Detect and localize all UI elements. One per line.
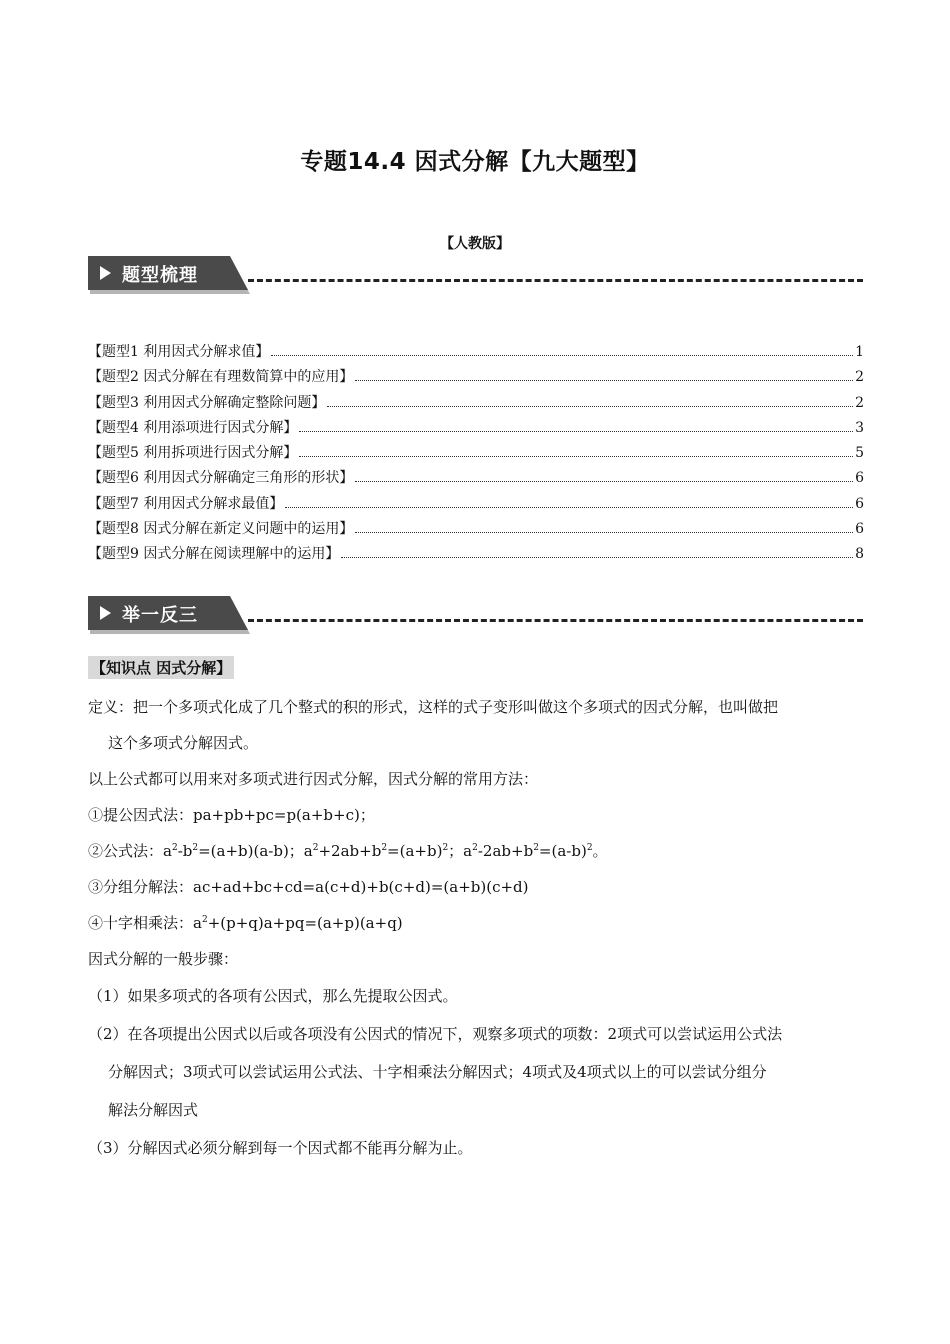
toc-page-number: 1	[855, 344, 864, 360]
toc-row[interactable]	[88, 493, 864, 518]
exponent: 2	[472, 843, 478, 853]
formula-text: =(a+b)	[387, 842, 443, 860]
step-2-line: （2）在各项提出公因式以后或各项没有公因式的情况下，观察多项式的项数：2项式可以尝试运用公式法	[88, 1025, 783, 1043]
toc-leader-dots	[327, 405, 853, 407]
toc-row[interactable]	[88, 366, 864, 391]
play-arrow-icon	[100, 606, 111, 620]
toc-entry-text: 【题型8 因式分解在新定义问题中的运用】	[88, 521, 354, 538]
toc-page-number: 2	[855, 394, 864, 411]
exponent: 2	[586, 843, 593, 853]
exponent: 2	[442, 843, 449, 853]
toc-row[interactable]	[88, 341, 864, 366]
method-formula	[88, 833, 864, 869]
toc-page-number: 6	[855, 470, 864, 487]
toc-page-number: 6	[855, 495, 864, 512]
formula-text: ④十字相乘法：a	[88, 914, 202, 932]
formula-text: 。	[592, 842, 608, 860]
formula-text: =(a-b)	[538, 842, 587, 860]
toc-entry-text: 【题型9 因式分解在阅读理解中的运用】	[88, 546, 340, 563]
toc-row[interactable]	[88, 392, 864, 417]
formula-text: -b	[177, 842, 193, 860]
method-grouping: ③分组分解法：ac+ad+bc+cd=a(c+d)+b(c+d)=(a+b)(c+d)	[88, 878, 529, 896]
exponent: 2	[201, 915, 208, 925]
toc-entry-text: 【题型5 利用拆项进行因式分解】	[88, 445, 298, 462]
formula-text: +2ab+b	[318, 842, 382, 860]
toc-page-number: 5	[855, 445, 864, 462]
step-2-line: 分解因式；3项式可以尝试运用公式法、十字相乘法分解因式；4项式及4项式以上的可以尝试分组分	[108, 1063, 767, 1081]
play-arrow-icon	[100, 266, 111, 280]
exponent: 2	[171, 843, 178, 853]
toc-entry-text: 【题型1 利用因式分解求值】	[88, 344, 270, 360]
toc-page-number: 8	[855, 546, 864, 563]
exponent: 2	[533, 843, 539, 853]
formula-text: ；a	[448, 842, 473, 860]
step-3: （3）分解因式必须分解到每一个因式都不能再分解为止。	[88, 1139, 473, 1157]
toc-row[interactable]	[88, 442, 864, 467]
table-of-contents	[88, 341, 864, 569]
step-2-line: 解法分解因式	[108, 1101, 199, 1119]
exponent: 2	[192, 843, 199, 853]
exponent: 2	[312, 843, 319, 853]
toc-row[interactable]	[88, 543, 864, 568]
toc-leader-dots	[355, 379, 853, 381]
definition-line: 这个多项式分解因式。	[108, 734, 259, 752]
toc-leader-dots	[355, 480, 853, 482]
toc-leader-dots	[341, 556, 853, 558]
method-common-factor: ①提公因式法：pa+pb+pc=p(a+b+c)；	[88, 806, 375, 824]
exponent: 2	[381, 843, 388, 853]
toc-entry-text: 【题型4 利用添项进行因式分解】	[88, 419, 298, 436]
toc-leader-dots	[285, 506, 853, 508]
toc-entry-text: 【题型2 因式分解在有理数简算中的应用】	[88, 369, 354, 386]
edition-label: 【人教版】	[440, 236, 510, 252]
toc-leader-dots	[299, 455, 853, 457]
methods-intro: 以上公式都可以用来对多项式进行因式分解，因式分解的常用方法：	[88, 770, 539, 788]
steps-heading: 因式分解的一般步骤：	[88, 950, 239, 968]
banner-label: 举一反三	[122, 605, 198, 626]
dashed-divider	[248, 279, 863, 282]
toc-leader-dots	[271, 354, 853, 356]
formula-text: +(p+q)a+pq=(a+p)(a+q)	[207, 914, 403, 932]
toc-entry-text: 【题型7 利用因式分解求最值】	[88, 495, 284, 512]
formula-text: ②公式法：a	[88, 842, 172, 860]
method-cross-multiplication	[88, 905, 864, 941]
banner-label: 题型梳理	[122, 265, 198, 286]
toc-leader-dots	[299, 430, 853, 432]
knowledge-section	[88, 656, 864, 1167]
page-title: 专题14.4 因式分解【九大题型】	[300, 149, 650, 175]
toc-entry-text: 【题型6 利用因式分解确定三角形的形状】	[88, 470, 354, 487]
toc-row[interactable]	[88, 417, 864, 442]
toc-entry-text: 【题型3 利用因式分解确定整除问题】	[88, 394, 326, 411]
step-1: （1）如果多项式的各项有公因式，那么先提取公因式。	[88, 987, 458, 1005]
toc-page-number: 6	[855, 521, 864, 538]
toc-row[interactable]	[88, 518, 864, 543]
banner-toc	[88, 256, 863, 296]
banner-examples	[88, 596, 863, 636]
toc-leader-dots	[355, 531, 853, 533]
toc-page-number: 2	[855, 369, 864, 386]
knowledge-heading: 【知识点 因式分解】	[88, 656, 234, 679]
toc-row[interactable]	[88, 467, 864, 492]
definition-line: 定义：把一个多项式化成了几个整式的积的形式，这样的式子变形叫做这个多项式的因式分解，也叫做把	[88, 698, 779, 716]
dashed-divider	[248, 619, 863, 622]
formula-text: -2ab+b	[477, 842, 534, 860]
formula-text: =(a+b)(a-b)；a	[198, 842, 313, 860]
toc-page-number: 3	[855, 419, 864, 436]
